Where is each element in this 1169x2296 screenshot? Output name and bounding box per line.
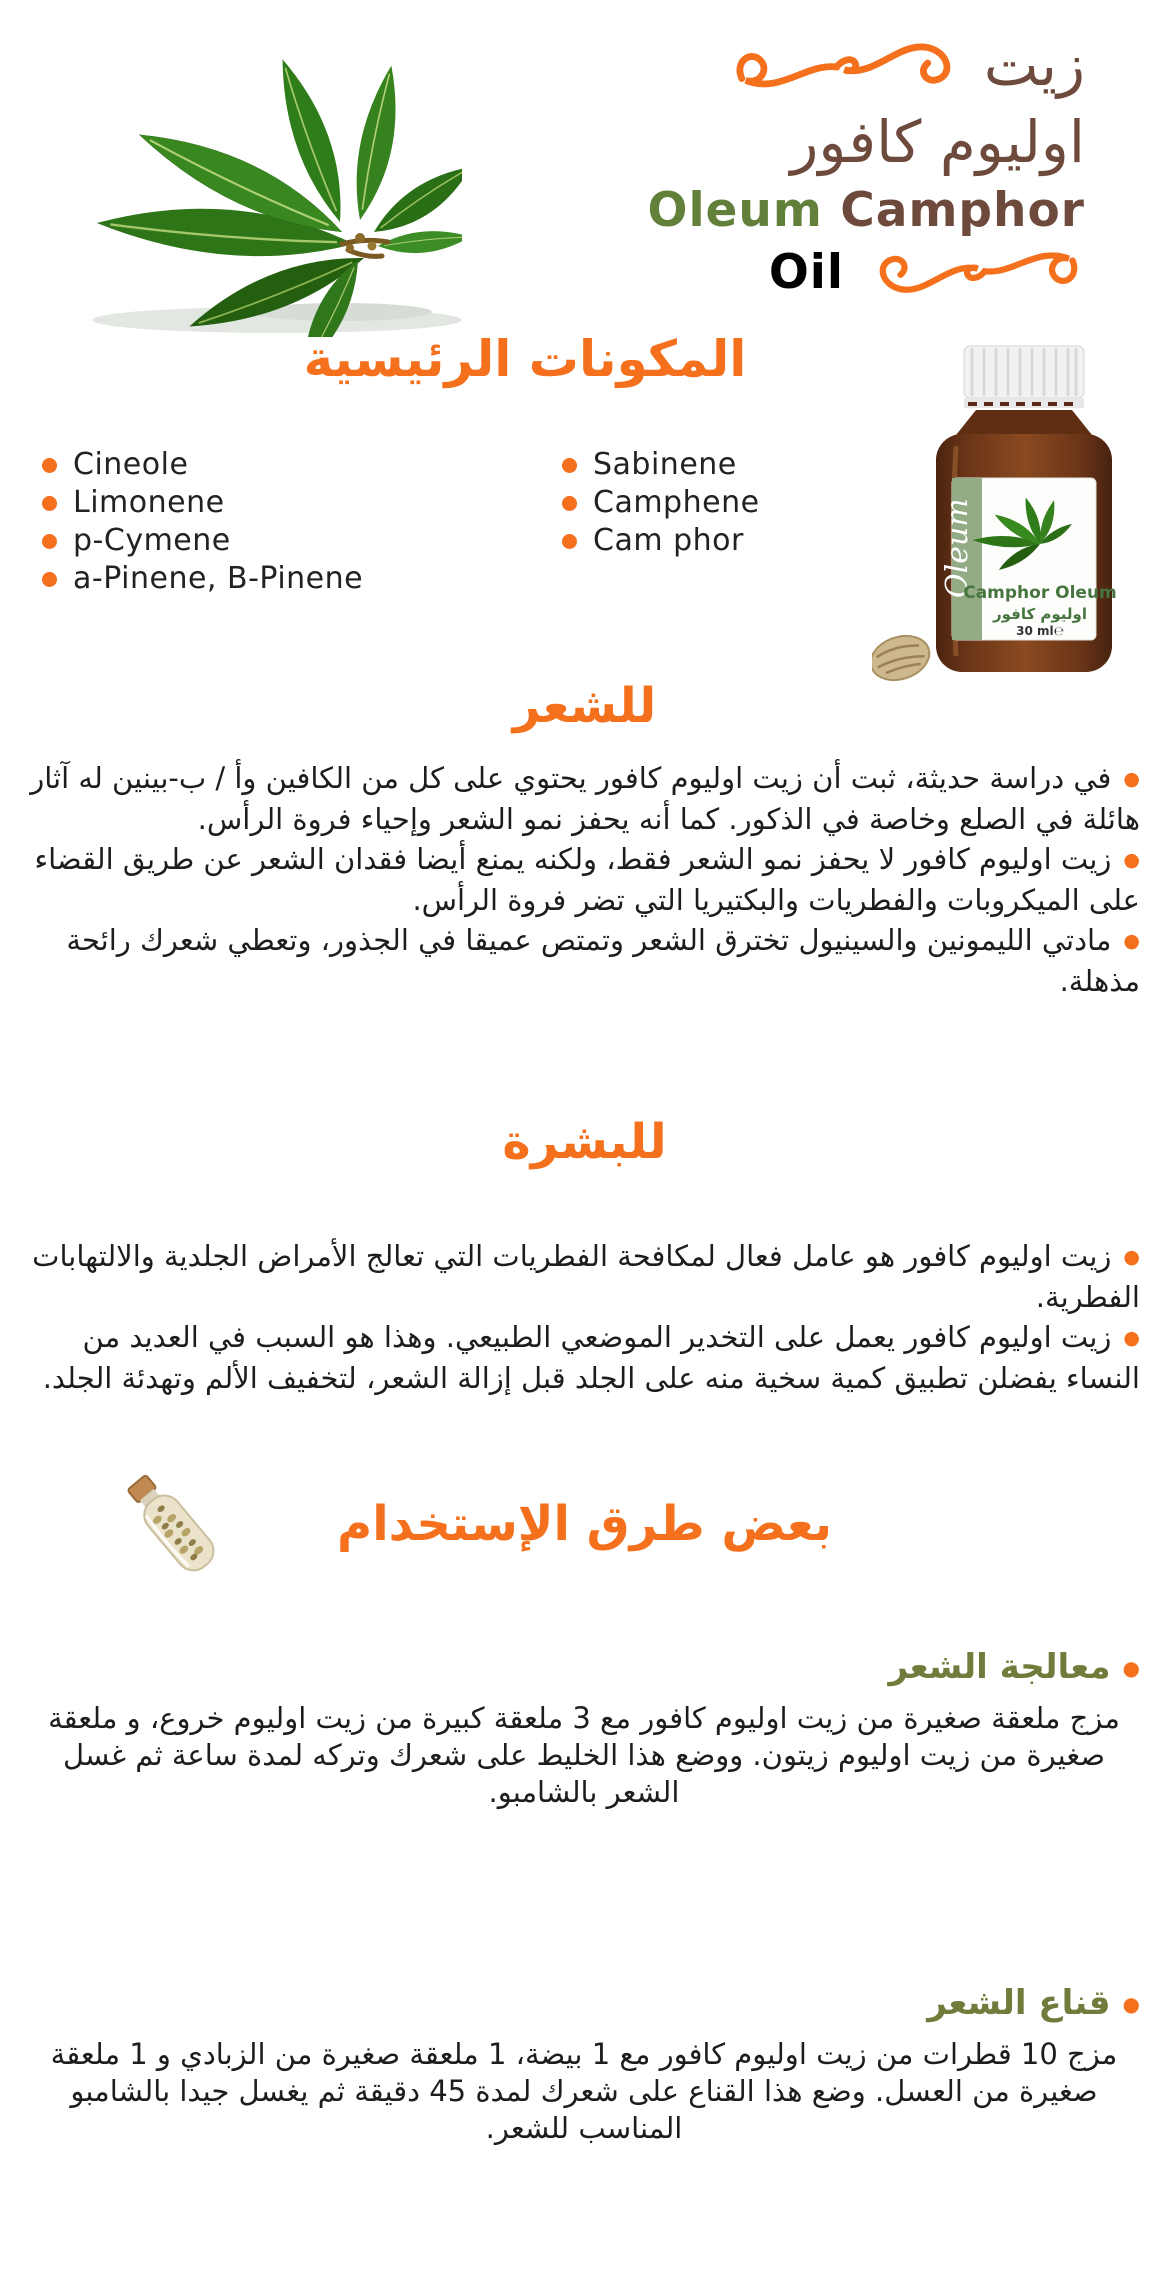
bullet-dot-icon — [562, 458, 577, 473]
bullet-dot-icon — [42, 572, 57, 587]
bullet-dot-icon — [562, 496, 577, 511]
bottle-side-brand-text: Oleum — [940, 498, 975, 598]
bay-leaves-illustration — [42, 32, 462, 337]
skin-bullet-list — [28, 1238, 1140, 1400]
section-heading-main-ingredients: المكونات الرئيسية — [303, 330, 747, 388]
ingredient-label: Sabinene — [593, 447, 737, 482]
title-block — [520, 26, 1085, 304]
page-title-arabic-line2: اوليوم كافور — [790, 108, 1085, 176]
bottle-label-title-ar: اوليوم كافور — [992, 605, 1088, 623]
list-item — [42, 522, 562, 560]
subheading-hair-mask: ● قناع الشعر — [28, 1982, 1140, 2028]
list-item — [42, 484, 562, 522]
skin-bullet: ● زيت اوليوم كافور هو عامل فعال لمكافحة الفطريات التي تعالج الأمراض الجلدية والالتهابات الفطرية. — [28, 1238, 1140, 1316]
section-heading-usage: بعض طرق الإستخدام — [337, 1496, 832, 1552]
ingredients-list-right — [562, 446, 882, 598]
skin-bullet: ● زيت اوليوم كافور يعمل على التخدير الموضعي الطبيعي. وهذا هو السبب في العديد من النساء يفضلن تطبيق كمية سخية منه على الجلد قبل إزالة الشعر، لتخفيف الألم وتهدئة الجلد. — [28, 1319, 1140, 1397]
bullet-dot-icon — [42, 534, 57, 549]
section-heading-skin: للبشرة — [502, 1114, 667, 1170]
ingredients-list-left — [42, 446, 562, 598]
product-bottle-image — [872, 336, 1169, 688]
page-title-arabic-line1: زيت — [983, 31, 1085, 99]
page-title-english — [520, 180, 1085, 242]
bullet-dot-icon — [42, 496, 57, 511]
list-item — [42, 560, 562, 598]
hair-bullet: ● زيت اوليوم كافور لا يحفز نمو الشعر فقط، ولكنه يمنع أيضا فقدان الشعر عن طريق القضاء على الميكروبات والفطريات والبكتيريا التي تضر فروة الرأس. — [28, 841, 1140, 919]
ingredient-label: Cineole — [73, 447, 189, 482]
section-heading-hair: للشعر — [512, 678, 657, 734]
ingredient-label: p-Cymene — [73, 523, 231, 558]
list-item — [562, 484, 882, 522]
title-word-oleum: Oleum — [647, 183, 823, 238]
bottle-label-volume: 30 ml℮ — [1016, 624, 1064, 638]
title-word-oil: Oil — [768, 245, 844, 300]
bullet-dot-icon — [562, 534, 577, 549]
list-item — [42, 446, 562, 484]
hair-mask-paragraph: مزج 10 قطرات من زيت اوليوم كافور مع 1 بيضة، 1 ملعقة صغيرة من الزبادي و 1 ملعقة صغيرة من العسل. وضع هذا القناع على شعرك لمدة 45 دقيقة ثم يغسل جيدا بالشامبو المناسب للشعر. — [50, 2037, 1118, 2145]
list-item — [562, 446, 882, 484]
title-word-camphor: Camphor — [840, 183, 1085, 238]
hair-bullet: ● مادتي الليمونين والسينيول تخترق الشعر وتمتص عميقا في الجذور، وتعطي شعرك رائحة مذهلة. — [28, 922, 1140, 1000]
hair-treatment-paragraph: مزج ملعقة صغيرة من زيت اوليوم كافور مع 3 ملعقة كبيرة من زيت اوليوم خروع، و ملعقة صغيرة من زيت اوليوم زيتون. ووضع هذا الخليط على شعرك وتركه لمدة ساعة ثم غسل الشعر بالشامبو. — [48, 1701, 1120, 1809]
bay-leaves-image — [42, 32, 462, 337]
bullet-dot-icon — [42, 458, 57, 473]
ingredient-label: Limonene — [73, 485, 225, 520]
swirl-ornament-icon — [870, 244, 1085, 302]
hair-bullet: ● في دراسة حديثة، ثبت أن زيت اوليوم كافور يحتوي على كل من الكافين وأ / ب-بينين له آثار هائلة في الصلع وخاصة في الذكور. كما أنه يحفز نمو الشعر وإحياء فروة الرأس. — [28, 760, 1140, 838]
ingredient-label: Cam phor — [593, 523, 744, 558]
product-bottle-illustration — [872, 336, 1169, 688]
hair-bullet-list — [28, 760, 1140, 1003]
bottle-label-title-en: Camphor Oleum — [963, 583, 1117, 603]
ingredients-lists — [42, 446, 882, 598]
swirl-ornament-icon — [727, 34, 962, 96]
subheading-hair-treatment: ● معالجة الشعر — [28, 1646, 1140, 1692]
ingredient-label: a-Pinene, B-Pinene — [73, 561, 364, 596]
ingredient-label: Camphene — [593, 485, 760, 520]
list-item — [562, 522, 882, 560]
